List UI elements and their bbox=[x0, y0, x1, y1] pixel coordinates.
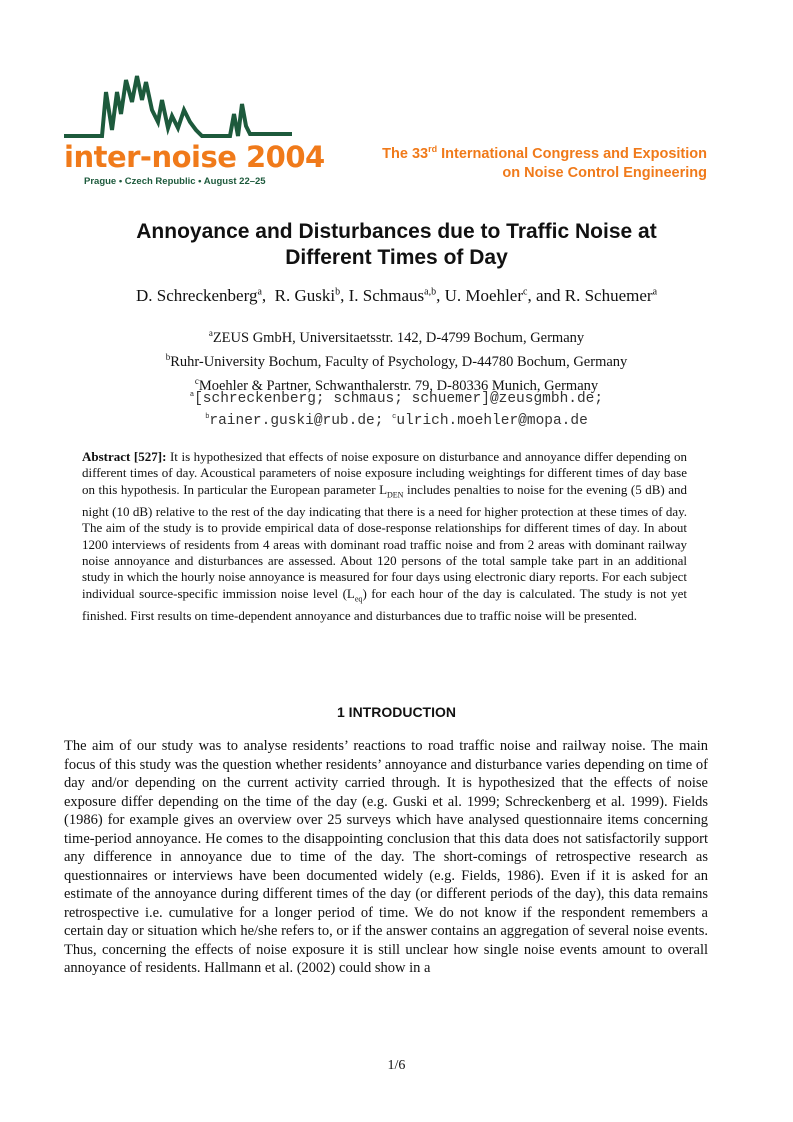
congress-title bbox=[382, 140, 707, 183]
author: I. Schmaus$^{a,b}$, bbox=[348, 286, 445, 305]
paper-title: Annoyance and Disturbances due to Traffic Noise at Different Times of Day bbox=[136, 220, 657, 269]
author: D. Schreckenberg$^a$, bbox=[135, 286, 275, 305]
congress-line-1: The 33rd International Congress and Exposition bbox=[382, 144, 707, 162]
logo-tagline: Prague • Czech Republic • August 22–25 bbox=[84, 176, 266, 187]
intro-paragraph: The aim of our study was to analyse residents’ reactions to road traffic noise and railway noise. The main focus of this study was the question whether residents’ annoyance and disturbance varies depending on time of day and/or depending on the current activity carried through. It is hypothesized that the effects of noise exposure differ depending on the time of the day (e.g. Guski et al. 1999; Schreckenberg et al. 1999). Fields (1986) for example gives an overview over 25 surveys which have analysed questionnaire items concerning time-period annoyance. He comes to the disappointing conclusion that this data does not satisfactorily support any difference in annoyance due to time of the day. The short-comings of retrospective research as questionnaires or interviews have been documented widely (e.g. Fields, 1986). Even if it is asked for an estimate of the annoyance during different times of the day (or different periods of the day), this data remains retrospective i.e. cumulative for a longer period of time. We do not know if the respondent remembers a certain day or situation which he/she refers to, or if the answer contains an aggregation of several noise events. Thus, concerning the effects of noise exposure it is still unclear how single noise events amount to overall annoyance of residents. Hallmann et al. (2002) could show in a bbox=[64, 738, 708, 976]
inter-noise-logo bbox=[62, 70, 325, 194]
affiliation: $^c$Moehler & Partner, Schwanthalerstr. 79, D-80336 Munich, Germany bbox=[194, 375, 599, 394]
email-line: $^b$rainer.guski@rub.de; $^c$ulrich.moehler@mopa.de bbox=[205, 412, 588, 429]
author: R. Guski$^b$, bbox=[274, 286, 349, 305]
author-list bbox=[40, 286, 753, 306]
logo-wordmark: inter-noise 2004 bbox=[64, 140, 325, 174]
affiliation: $^a$ZEUS GmbH, Universitaetsstr. 142, D-4799 Bochum, Germany bbox=[208, 328, 585, 346]
author-emails bbox=[40, 386, 753, 430]
affiliations bbox=[40, 324, 753, 395]
section-heading: 1 INTRODUCTION bbox=[337, 704, 456, 720]
author: R. Schuemer$^a$ bbox=[564, 286, 658, 305]
abstract: Abstract [527]: It is hypothesized that effects of noise exposure on disturbance and annoyance differ depending on different times of day. Acoustical parameters of noise exposure including weightings for different times of day base on this hypothesis. In particular the European parameter $L_{DEN}$ includes penalties to noise for the evening (5 dB) and night (10 dB) relative to the rest of the day indicating that there is a need for higher protection at these times of day. The aim of the study is to provide empirical data of dose-response relationships for different times of day. In about 1200 interviews of residents from 4 areas with dominant road traffic noise and from 2 areas with dominant railway noise annoyance and disturbances are assessed. About 120 persons of the total sample take part in an additional study in which the hourly noise annoyance is measured for four days using electronic diary reports. For each subject individual source-specific immission noise level $(L_{eq})$ for each hour of the day is calculated. The study is not yet finished. First results on time-dependent annoyance and disturbances due to traffic noise will be presented. bbox=[82, 449, 688, 623]
email-line: $^a$[schreckenberg; schmaus; schuemer]@zeusgmbh.de; bbox=[189, 390, 604, 407]
congress-line-2: on Noise Control Engineering bbox=[502, 164, 707, 181]
page-number: 1/6 bbox=[387, 1058, 406, 1073]
affiliation: $^b$Ruhr-University Bochum, Faculty of Psychology, D-44780 Bochum, Germany bbox=[165, 351, 628, 370]
abstract-label: Abstract [527]: bbox=[82, 449, 167, 464]
author: U. Moehler$^c$, and bbox=[444, 286, 565, 305]
